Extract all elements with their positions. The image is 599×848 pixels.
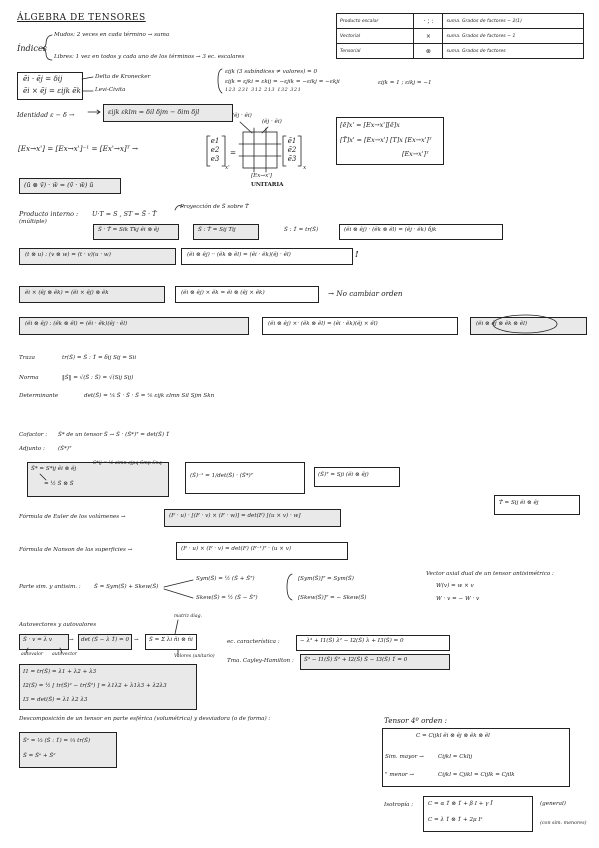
general-label: (general)	[540, 801, 566, 807]
brace-icon	[218, 69, 222, 93]
pi-eq-1: S̃ · T̃ = Sik Tkj ẽi ⊗ ẽj	[98, 227, 159, 233]
diag-label: matriz diag.	[174, 614, 203, 619]
tensor-def-eq: T̃ = Sij ẽi ⊗ ẽj	[499, 500, 539, 506]
indices-mudos: Mudos: 2 veces en cada término → suma	[54, 32, 170, 38]
producto-interno-label: Producto interno :	[19, 210, 79, 218]
norma-eq: ‖S̃‖ = √(S̃ : S̃) = √(Sij Sij)	[62, 375, 134, 381]
norma-label: Norma	[19, 375, 39, 381]
invariant-3: I3 = det(S̃) = λ1 λ2 λ3	[23, 697, 88, 703]
eigen-eq-1: S̃ · v = λ v	[23, 637, 53, 643]
euler-eq: (F · u) · [(F · v) × (F · w)] = det(F) [(u × v) · w]	[169, 513, 301, 519]
cambio-top-label-1: (ẽj · ẽi)	[232, 113, 252, 119]
arrow-icon: →	[134, 637, 139, 643]
sim-mayor-label: Sim. mayor →	[385, 754, 424, 760]
matrix-grid-icon	[243, 132, 277, 168]
descomp-eq-2: S̃ = S̃ᵉ + S̃ᵈ	[23, 753, 56, 759]
cofactor-box-l2: = ½ S̃ ⊗ S̃	[44, 481, 74, 487]
sym-transpose-eq: [Sym(S̃)]ᵀ = Sym(S̃)	[298, 576, 354, 582]
vector-entry: e3	[210, 155, 220, 163]
adjunto-eq: (S̃*)ᵀ	[58, 446, 72, 452]
matrix-grid-icon	[239, 128, 281, 172]
arrow-icon	[175, 206, 183, 210]
sim-menores-label: (con sim. menores)	[540, 821, 587, 826]
autovalores-label: Autovectores y autovalores	[19, 622, 97, 628]
no-cambiar-note: → No cambiar orden	[328, 289, 403, 298]
cofactor-box-note: S*ij = ½ εimn εjpq Smp Snq	[93, 461, 162, 466]
nanson-label: Fórmula de Nanson de las superficies →	[19, 547, 133, 553]
indices-label: Índices	[17, 43, 47, 53]
vector-entry: e1	[210, 137, 220, 145]
pi-eq-10: (ẽi ⊗ ẽj) ×· (ẽk ⊗ ẽl) = (ẽi · ẽk)(ẽj × ẽl)	[268, 321, 378, 327]
isotropia-eq-1: C = α 1̃ ⊗ 1̃ + β I + γ Ī	[428, 801, 493, 807]
dual-title: Vector axial dual de un tensor antisimétrico :	[426, 571, 554, 577]
cayley-label: Tma. Cayley-Hamilton :	[227, 658, 294, 664]
pi-eq-11: (ẽi ⊗ ẽj ⊗ ẽk ⊗ ẽl)	[476, 321, 528, 327]
adjunto-label: Adjunto :	[19, 446, 45, 452]
invariant-1: I1 = tr(S̃) = λ1 + λ2 + λ3	[23, 669, 97, 675]
bracket-icon	[283, 136, 301, 166]
pi-eq-7: ẽi × (ẽj ⊗ ẽk) = (ẽi × ẽj) ⊗ ẽk	[25, 290, 109, 296]
equals-sign: =	[230, 148, 237, 157]
car-label: ec. característica :	[227, 639, 280, 645]
unitaria-label: UNITARIA	[251, 182, 284, 188]
sim-mayor-eq: Cijkl = Cklij	[438, 754, 473, 760]
vector-entry: ẽ2	[287, 146, 297, 154]
cuarto-label: Tensor 4º orden :	[384, 716, 448, 725]
producto-interno-eq: U·T = S , ST = S̃ · T̃	[92, 210, 157, 218]
eigen-eq-3: S̃ = Σ λi ñi ⊗ ñi	[149, 637, 193, 643]
vector-entry: e2	[210, 146, 220, 154]
producto-interno-sub: (múltiple)	[19, 219, 47, 225]
pi-eq-4: (ẽi ⊗ ẽj) · (ẽk ⊗ ẽl) = (ẽj · ẽk) δjk	[344, 227, 437, 233]
descomp-eq-1: S̃ᵉ = ⅓ (S̃ : 1̃) = ⅓ tr(S̃)	[23, 738, 91, 744]
arrow-icon	[82, 77, 93, 79]
arrow-icon	[88, 110, 100, 114]
levi-perm: 123 231 312 213 132 321	[225, 88, 302, 93]
cofactor-eq: S̃* de un tensor S̃ → S̃ · (S̃*)ᵀ = det(S̃) 1̃	[58, 432, 170, 438]
pi-eq-9: (ẽi ⊗ ẽj) : (ẽk ⊗ ẽl) = (ẽi · ẽk)(ẽj · ẽl)	[25, 321, 128, 327]
cambio-result-1: [ẽ]x' = [Ex→x'][ẽ]x	[340, 121, 400, 129]
dual-eq-2: W · v = − W · v	[436, 596, 480, 602]
euler-label: Fórmula de Euler de los volúmenes →	[19, 514, 126, 520]
sym-skew-label: Parte sim. y antisim. :	[19, 584, 81, 590]
vector-entry: ẽ1	[287, 137, 297, 145]
descomp-label: Descomposición de un tensor en parte esférica (volumétrica) y desviadora (o de forma) :	[19, 716, 271, 722]
table-cell: ⊗	[414, 44, 443, 59]
cofactor-label: Cofactor :	[19, 432, 48, 438]
cuarto-eq-1: C = Cijkl ẽi ⊗ ẽj ⊗ ẽk ⊗ ẽl	[416, 733, 490, 739]
det-label: Determinante	[19, 393, 59, 399]
pi-eq-3: S̃ : 1̃ = tr(S̃)	[284, 227, 319, 233]
proyeccion-label: Proyección de S̃ sobre T̃	[180, 204, 249, 210]
table-cell: · ; :	[414, 14, 443, 29]
skew-eq: Skew(S̃) = ½ (S̃ − S̃ᵀ)	[196, 595, 258, 601]
pi-eq-6: (ẽi ⊗ ẽj) ·· (ẽk ⊗ ẽl) = (ẽi · ẽk)(ẽj · ẽl)	[187, 252, 291, 258]
matrix-label: [Ex→x']	[251, 173, 272, 179]
table-cell: suma. Grados de factores − 2(1)	[443, 14, 584, 29]
invariant-2: I2(S̃) = ½ [ tr(S̃)² − tr(S̃²) ] = λ1λ2 + λ1λ3 + λ2λ3	[23, 683, 167, 689]
cambio-result-2: [T̃]x' = [Ex→x'] [T]x [Ex→x']ᵀ	[340, 136, 432, 144]
warning-mark: !	[355, 249, 359, 259]
kronecker-eq: ẽi · ẽj = δij	[23, 74, 63, 83]
highlight-ring	[493, 315, 557, 333]
arrow-icon	[164, 580, 193, 598]
brace-icon	[42, 35, 52, 60]
sym-eq: Sym(S̃) = ½ (S̃ + S̃ᵀ)	[196, 576, 255, 582]
pi-eq-8: (ẽi ⊗ ẽj) × ẽk = ẽi ⊗ (ẽj × ẽk)	[181, 290, 265, 296]
kronecker-label: Delta de Kronecker	[95, 74, 151, 80]
valores-label: Valores (unitario)	[174, 654, 215, 659]
levi-note-3: εijk = 1 ; εikj = −1	[378, 80, 432, 86]
det-eq: det(S̃) = ⅙ S̃ · S̃ · S̃ = ⅙ εijk εlmn Sil Sjm Skn	[84, 393, 215, 399]
levi-note-2: εijk = εjki = εkij = −εjik = −εikj = −εkji	[225, 79, 340, 85]
arrow-icon: →	[69, 637, 74, 643]
pi-eq-5: (t ⊗ u) : (v ⊗ w) = (t · v)(u · w)	[25, 252, 111, 258]
table-cell: suma. Grados de factores − 1	[443, 29, 584, 44]
traza-eq: tr(S̃) = S̃ : 1̃ = δij Sij = Sii	[62, 355, 137, 361]
vector-left-subscript: x'	[225, 165, 230, 171]
autovalor-label: autovalor	[21, 652, 44, 657]
isotropia-eq-2: C = λ 1̃ ⊗ 1̃ + 2μ Iˢ	[428, 817, 483, 823]
arrow-icon	[40, 474, 46, 480]
transpose-eq: (S̃)ᵀ = Sji (ẽi ⊗ ẽj)	[318, 472, 369, 478]
cofactor-box-l1: S̃* = S*ij ẽi ⊗ ẽj	[31, 466, 77, 472]
levi-note-1: εijk (3 subíndices ≠ valores) = 0	[225, 69, 318, 75]
vector-entry: ẽ3	[287, 155, 297, 163]
table-cell: ×	[414, 29, 443, 44]
dual-eq-1: W(v) = w × v	[436, 583, 474, 589]
identidad-eq: εijk εklm = δil δjm − δim δjl	[108, 108, 200, 116]
eigen-eq-2: det (S̃ − λ 1̃) = 0	[81, 637, 130, 643]
table-cell: suma. Grados de factores	[443, 44, 584, 59]
table-cell: Producto escalar	[337, 14, 414, 29]
identidad-label: Identidad ε − δ →	[17, 111, 75, 119]
assoc-eq: (ũ ⊗ ṽ) · w̃ = (ṽ · w̃) ũ	[24, 181, 94, 189]
inverse-eq: (S̃)⁻¹ = 1/det(S̃) · (S̃*)ᵀ	[190, 473, 254, 479]
vector-right-subscript: x	[303, 165, 307, 171]
car-eq: − λ³ + I1(S̃) λ² − I2(S̃) λ + I3(S̃) = 0	[300, 638, 404, 644]
nanson-eq: (F · u) × (F · v) = det(F) (F⁻¹)ᵀ · (u × v)	[181, 546, 292, 552]
skew-transpose-eq: [Skew(S̃)]ᵀ = − Skew(S̃)	[298, 595, 367, 601]
brace-icon	[287, 574, 292, 600]
cambio-top-label-2: (ẽj · ẽi)	[262, 119, 282, 125]
cayley-eq: S̃³ − I1(S̃) S̃² + I2(S̃) S̃ − I3(S̃) 1̃ = 0	[304, 657, 408, 663]
bracket-icon	[207, 136, 225, 166]
levi-civita-label: Levi-Civita	[95, 87, 126, 93]
sim-menor-label: " menor →	[385, 772, 415, 778]
page-title: ÁLGEBRA DE TENSORES	[17, 13, 146, 23]
cambio-base-eq: [Ex→x'] = [Ex→x']⁻¹ = [Ex'→x]ᵀ →	[18, 144, 139, 153]
sym-skew-eq: S̃ = Sym(S̃) + Skew(S̃)	[94, 584, 159, 590]
cambio-result-3: [Ex→x']ᵀ	[402, 150, 429, 158]
pointer-icon	[26, 648, 62, 653]
indices-libres: Libres: 1 vez en todos y cada uno de los términos → 3 ec. escalares	[54, 54, 245, 60]
sim-menor-eq: Cijkl = Cjikl = Cijlk = Cjilk	[438, 772, 515, 778]
table-cell: Vectorial	[337, 29, 414, 44]
autovector-label: autovector	[52, 652, 78, 657]
levi-civita-eq: ẽi × ẽj = εijk ẽk	[23, 86, 81, 95]
table-cell: Tensorial	[337, 44, 414, 59]
traza-label: Traza	[19, 355, 36, 361]
isotropia-label: Isotropía :	[384, 802, 414, 808]
pi-eq-2: S̃ : T̃ = Sij Tij	[198, 227, 236, 233]
pointer-icon	[175, 620, 178, 655]
